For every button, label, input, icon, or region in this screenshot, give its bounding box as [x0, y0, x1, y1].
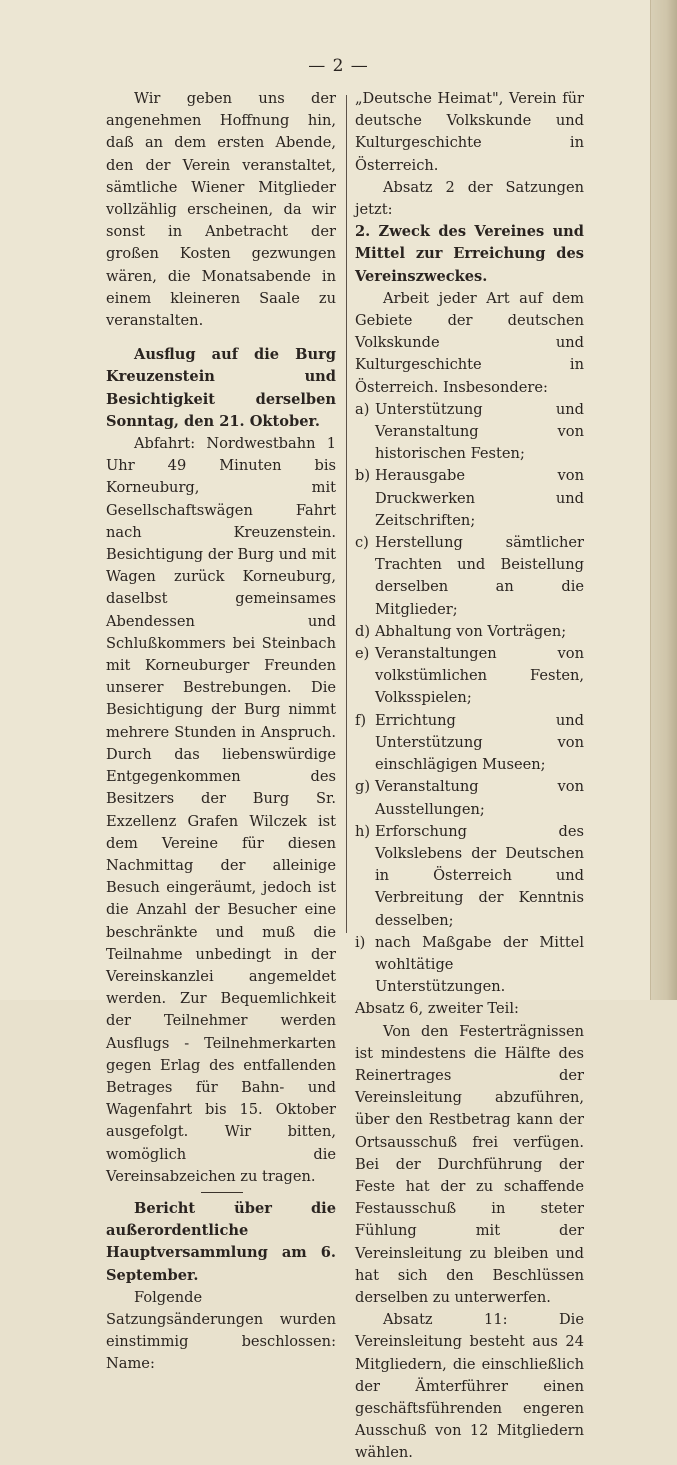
section-heading: Bericht über die außerordentliche Hauptversammlung am 6. September. [106, 1199, 336, 1284]
divider [106, 1188, 336, 1198]
list-item: d) Abhaltung von Vorträgen; [355, 622, 567, 640]
list-item: h) Erforschung des Volkslebens der Deutschen in Österreich und Verbreitung der Kenntnis desselben; [355, 822, 584, 929]
list-item: f) Errichtung und Unterstützung von einschlägigen Museen; [355, 711, 584, 774]
section-heading: 2. Zweck des Vereines und Mittel zur Erreichung des Vereinszweckes. [355, 223, 584, 285]
paragraph: Abfahrt: Nordwestbahn 1 Uhr 49 Minuten bis Korneuburg, mit Gesellschaftswägen Fahrt nach Kreuzenstein. Besichtigung der Burg und mit Wagen zurück Korneuburg, daselbst gemeinsames Abendessen und Schlußkommers bei Steinbach mit Korneuburger Freunden unserer Bestrebungen. Die Besichtigung der Burg nimmt mehrere Stunden in Anspruch. Durch das liebenswürdige Entgegenkommen des Besitzers der Burg Sr. Exzellenz Grafen Wilczek ist dem Vereine für diesen Nachmittag der alleinige Besuch eingeräumt, jedoch ist die Anzahl der Besucher eine beschränkte und muß die Teilnahme unbedingt in der Vereinskanzlei angemeldet werden. Zur Bequemlichkeit der Teilnehmer werden Ausflugs - Teilnehmerkarten gegen Erlag des entfallenden Betrages für Bahn- und Wagenfahrt bis 15. Oktober ausgefolgt. Wir bitten, womöglich die Vereinsabzeichen zu tragen. [106, 435, 336, 1185]
left-column [106, 88, 336, 1376]
list-item: c) Herstellung sämtlicher Trachten und Beistellung derselben an die Mitglieder; [355, 534, 584, 618]
list-item: e) Veranstaltungen von volkstümlichen Festen, Volksspielen; [355, 645, 584, 707]
paragraph: Wir geben uns der angenehmen Hoffnung hin, daß an dem ersten Abende, den der Verein veranstaltet, sämtliche Wiener Mitglieder vollzählig erscheinen, da wir sonst in Anbetracht der großen Kosten gezwungen wären, die Monatsabende in einem kleineren Saale zu veranstalten. [106, 90, 336, 330]
list-item: b) Herausgabe von Druckwerken und Zeitschriften; [355, 467, 584, 529]
paragraph: Absatz 2 der Satzungen jetzt: [355, 178, 584, 219]
list [355, 399, 584, 998]
right-column [355, 88, 584, 1465]
paragraph: „Deutsche Heimat", Verein für deutsche Volkskunde und Kulturgeschichte in Österreich. [355, 90, 584, 174]
list-item: a) Unterstützung und Veranstaltung von historischen Festen; [355, 400, 584, 463]
page-spine [650, 0, 677, 1000]
paragraph: Folgende Satzungsänderungen wurden einstimmig beschlossen: Name: [106, 1288, 336, 1373]
paragraph: Absatz 11: Die Vereinsleitung besteht aus 24 Mitgliedern, die einschließlich der Ämterführer einen geschäftsführenden engeren Ausschuß von 12 Mitgliedern wählen. [355, 1311, 584, 1462]
list-item: i) nach Maßgabe der Mittel wohltätige Unterstützungen. [355, 933, 584, 996]
column-divider [346, 95, 347, 933]
paragraph: Arbeit jeder Art auf dem Gebiete der deutschen Volkskunde und Kulturgeschichte in Österreich. Insbesondere: [355, 289, 584, 396]
paragraph: Absatz 6, zweiter Teil: [355, 1000, 519, 1018]
paragraph: Von den Festerträgnissen ist mindestens die Hälfte des Reinertrages der Vereinsleitung abzuführen, über den Restbetrag kann der Ortsausschuß frei verfügen. Bei der Durchführung der Feste hat der zu schaffende Festausschuß in steter Fühlung mit der Vereinsleitung zu bleiben und hat sich den Beschlüssen derselben zu unterwerfen. [355, 1022, 584, 1306]
section-heading: Ausflug auf die Burg Kreuzenstein und Besichtigkeit derselben Sonntag, den 21. Oktober. [106, 346, 336, 430]
list-item: g) Veranstaltung von Ausstellungen; [355, 778, 584, 818]
page-number: — 2 — [308, 56, 369, 76]
